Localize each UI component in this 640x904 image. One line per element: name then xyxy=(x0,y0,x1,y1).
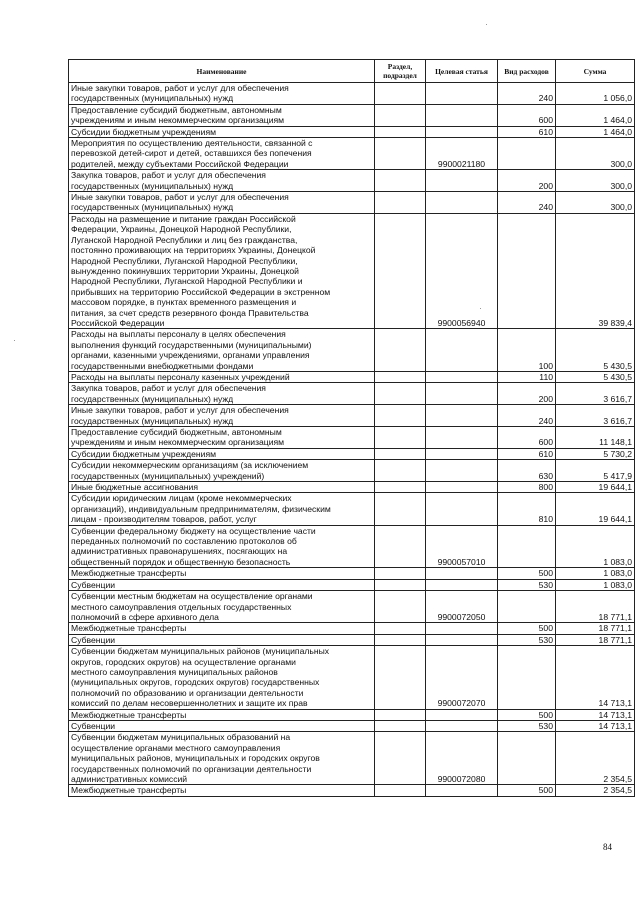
cell-type: 800 xyxy=(498,482,556,493)
cell-target xyxy=(426,579,498,590)
cell-section xyxy=(375,460,426,482)
cell-target xyxy=(426,126,498,137)
cell-target: 9900072050 xyxy=(426,591,498,623)
table-row xyxy=(69,329,635,372)
cell-section xyxy=(375,591,426,623)
cell-section xyxy=(375,126,426,137)
cell-section xyxy=(375,192,426,214)
table-row xyxy=(69,525,635,568)
cell-sum: 300,0 xyxy=(556,138,635,170)
cell-sum: 1 464,0 xyxy=(556,126,635,137)
table-row xyxy=(69,732,635,785)
table-row xyxy=(69,591,635,623)
cell-sum: 1 083,0 xyxy=(556,579,635,590)
cell-section xyxy=(375,83,426,105)
scan-speck xyxy=(480,308,481,309)
cell-sum: 5 430,5 xyxy=(556,329,635,372)
cell-section xyxy=(375,405,426,427)
cell-type: 530 xyxy=(498,634,556,645)
cell-sum: 1 056,0 xyxy=(556,83,635,105)
header-target: Целевая статья xyxy=(426,60,498,83)
cell-type: 240 xyxy=(498,192,556,214)
cell-section xyxy=(375,138,426,170)
table-header-row xyxy=(69,60,635,83)
cell-name: Иные закупки товаров, работ и услуг для обеспечения государственных (муниципальных) нужд xyxy=(69,192,375,214)
scan-speck xyxy=(486,24,487,25)
table-row xyxy=(69,460,635,482)
table-body xyxy=(69,83,635,797)
table-row xyxy=(69,383,635,405)
cell-target xyxy=(426,329,498,372)
cell-name: Субсидии бюджетным учреждениям xyxy=(69,126,375,137)
cell-target xyxy=(426,460,498,482)
cell-type: 610 xyxy=(498,126,556,137)
cell-type xyxy=(498,525,556,568)
cell-target xyxy=(426,482,498,493)
cell-target xyxy=(426,104,498,126)
table-row xyxy=(69,192,635,214)
cell-name: Расходы на выплаты персоналу в целях обеспечения выполнения функций государственными (муниципальными) органами, казенными учреждениями, органами управления государственными внебюджетными фондами xyxy=(69,329,375,372)
cell-sum: 1 083,0 xyxy=(556,525,635,568)
cell-name: Межбюджетные трансферты xyxy=(69,623,375,634)
cell-name: Иные закупки товаров, работ и услуг для обеспечения государственных (муниципальных) нужд xyxy=(69,83,375,105)
cell-type: 100 xyxy=(498,329,556,372)
cell-name: Мероприятия по осуществлению деятельности, связанной с перевозкой детей-сирот и детей, оставшихся без попечения родителей, между субъектами Российской Федерации xyxy=(69,138,375,170)
cell-type: 610 xyxy=(498,448,556,459)
cell-sum: 14 713,1 xyxy=(556,720,635,731)
cell-sum: 19 644,1 xyxy=(556,482,635,493)
cell-target xyxy=(426,170,498,192)
cell-target xyxy=(426,623,498,634)
cell-sum: 14 713,1 xyxy=(556,646,635,709)
cell-sum: 18 771,1 xyxy=(556,634,635,645)
cell-name: Расходы на выплаты персоналу казенных учреждений xyxy=(69,371,375,382)
cell-section xyxy=(375,482,426,493)
cell-type: 240 xyxy=(498,83,556,105)
cell-name: Субвенции федеральному бюджету на осуществление части переданных полномочий по составлению протоколов об административных правонарушениях, посягающих на общественный порядок и общественную безопасность xyxy=(69,525,375,568)
table-row xyxy=(69,634,635,645)
cell-name: Закупка товаров, работ и услуг для обеспечения государственных (муниципальных) нужд xyxy=(69,170,375,192)
table-row xyxy=(69,170,635,192)
header-name: Наименование xyxy=(69,60,375,83)
cell-target xyxy=(426,448,498,459)
cell-sum: 3 616,7 xyxy=(556,405,635,427)
cell-target xyxy=(426,192,498,214)
table-row xyxy=(69,371,635,382)
cell-sum: 11 148,1 xyxy=(556,427,635,449)
cell-type xyxy=(498,732,556,785)
cell-sum: 1 464,0 xyxy=(556,104,635,126)
cell-section xyxy=(375,720,426,731)
cell-type: 500 xyxy=(498,623,556,634)
cell-section xyxy=(375,383,426,405)
cell-name: Межбюджетные трансферты xyxy=(69,568,375,579)
cell-section xyxy=(375,104,426,126)
cell-name: Предоставление субсидий бюджетным, автономным учреждениям и иным некоммерческим организациям xyxy=(69,427,375,449)
cell-sum: 5 730,2 xyxy=(556,448,635,459)
cell-section xyxy=(375,525,426,568)
cell-type: 240 xyxy=(498,405,556,427)
cell-section xyxy=(375,329,426,372)
cell-target xyxy=(426,785,498,796)
cell-target: 9900057010 xyxy=(426,525,498,568)
cell-sum: 5 417,9 xyxy=(556,460,635,482)
table-row xyxy=(69,482,635,493)
cell-sum: 300,0 xyxy=(556,170,635,192)
page-number: 84 xyxy=(603,842,612,852)
cell-section xyxy=(375,623,426,634)
cell-target: 9900056940 xyxy=(426,213,498,328)
cell-target xyxy=(426,709,498,720)
table-row xyxy=(69,623,635,634)
table-row xyxy=(69,579,635,590)
table-row xyxy=(69,568,635,579)
table-row xyxy=(69,646,635,709)
cell-target xyxy=(426,720,498,731)
cell-name: Предоставление субсидий бюджетным, автономным учреждениям и иным некоммерческим организациям xyxy=(69,104,375,126)
cell-type: 600 xyxy=(498,427,556,449)
cell-target: 9900021180 xyxy=(426,138,498,170)
cell-sum: 5 430,5 xyxy=(556,371,635,382)
cell-target xyxy=(426,427,498,449)
cell-sum: 19 644,1 xyxy=(556,493,635,525)
table-row xyxy=(69,785,635,796)
cell-name: Закупка товаров, работ и услуг для обеспечения государственных (муниципальных) нужд xyxy=(69,383,375,405)
cell-sum: 39 839,4 xyxy=(556,213,635,328)
cell-type: 530 xyxy=(498,579,556,590)
cell-name: Межбюджетные трансферты xyxy=(69,709,375,720)
cell-target xyxy=(426,83,498,105)
cell-target: 9900072080 xyxy=(426,732,498,785)
cell-sum: 300,0 xyxy=(556,192,635,214)
cell-type xyxy=(498,213,556,328)
table-row xyxy=(69,213,635,328)
cell-sum: 1 083,0 xyxy=(556,568,635,579)
cell-name: Субсидии бюджетным учреждениям xyxy=(69,448,375,459)
cell-section xyxy=(375,448,426,459)
cell-type: 630 xyxy=(498,460,556,482)
header-sum: Сумма xyxy=(556,60,635,83)
cell-name: Субсидии некоммерческим организациям (за исключением государственных (муниципальных) учреждений) xyxy=(69,460,375,482)
cell-target xyxy=(426,371,498,382)
budget-table xyxy=(68,59,635,797)
table-row xyxy=(69,493,635,525)
table-row xyxy=(69,138,635,170)
cell-section xyxy=(375,634,426,645)
table-row xyxy=(69,709,635,720)
cell-name: Субвенции бюджетам муниципальных образований на осуществление органами местного самоуправления муниципальных районов, муниципальных и городских округов государственных полномочий по организации деятельности административных комиссий xyxy=(69,732,375,785)
cell-type: 500 xyxy=(498,785,556,796)
cell-sum: 14 713,1 xyxy=(556,709,635,720)
table-row xyxy=(69,448,635,459)
cell-section xyxy=(375,170,426,192)
header-section: Раздел, подраздел xyxy=(375,60,426,83)
cell-sum: 3 616,7 xyxy=(556,383,635,405)
table-row xyxy=(69,83,635,105)
table-row xyxy=(69,405,635,427)
table-row xyxy=(69,126,635,137)
cell-section xyxy=(375,646,426,709)
cell-sum: 18 771,1 xyxy=(556,623,635,634)
table-row xyxy=(69,720,635,731)
cell-section xyxy=(375,785,426,796)
cell-type: 500 xyxy=(498,568,556,579)
cell-name: Иные бюджетные ассигнования xyxy=(69,482,375,493)
cell-section xyxy=(375,213,426,328)
cell-section xyxy=(375,709,426,720)
cell-name: Субвенции xyxy=(69,720,375,731)
cell-target xyxy=(426,568,498,579)
cell-target xyxy=(426,493,498,525)
cell-type: 110 xyxy=(498,371,556,382)
cell-type xyxy=(498,646,556,709)
cell-name: Субвенции xyxy=(69,579,375,590)
cell-type: 200 xyxy=(498,383,556,405)
header-type: Вид расходов xyxy=(498,60,556,83)
table-row xyxy=(69,427,635,449)
cell-type xyxy=(498,591,556,623)
table-row xyxy=(69,104,635,126)
cell-name: Субвенции xyxy=(69,634,375,645)
cell-sum: 18 771,1 xyxy=(556,591,635,623)
cell-section xyxy=(375,568,426,579)
cell-type: 500 xyxy=(498,709,556,720)
cell-name: Межбюджетные трансферты xyxy=(69,785,375,796)
cell-target: 9900072070 xyxy=(426,646,498,709)
cell-type xyxy=(498,138,556,170)
cell-section xyxy=(375,579,426,590)
cell-section xyxy=(375,371,426,382)
cell-section xyxy=(375,493,426,525)
scan-speck xyxy=(14,340,15,341)
cell-name: Расходы на размещение и питание граждан Российской Федерации, Украины, Донецкой Народной Республики, Луганской Народной Республики и лиц без гражданства, постоянно проживающих на территориях Украины, Донецкой Народной Республики, Луганской Народной Республики, вынужденно покинувших территории Украины, Донецкой Народной Республики, Луганской Народной Республики и прибывших на территорию Российской Федерации в экстренном массовом порядке, в пунктах временного размещения и питания, за счет средств резервного фонда Правительства Российской Федерации xyxy=(69,213,375,328)
cell-section xyxy=(375,427,426,449)
cell-type: 600 xyxy=(498,104,556,126)
cell-name: Субвенции местным бюджетам на осуществление органами местного самоуправления отдельных государственных полномочий в сфере архивного дела xyxy=(69,591,375,623)
cell-name: Субсидии юридическим лицам (кроме некоммерческих организаций), индивидуальным предпринимателям, физическим лицам - производителям товаров, работ, услуг xyxy=(69,493,375,525)
cell-target xyxy=(426,405,498,427)
cell-type: 530 xyxy=(498,720,556,731)
cell-sum: 2 354,5 xyxy=(556,785,635,796)
cell-type: 810 xyxy=(498,493,556,525)
cell-name: Иные закупки товаров, работ и услуг для обеспечения государственных (муниципальных) нужд xyxy=(69,405,375,427)
cell-type: 200 xyxy=(498,170,556,192)
cell-section xyxy=(375,732,426,785)
cell-sum: 2 354,5 xyxy=(556,732,635,785)
cell-name: Субвенции бюджетам муниципальных районов (муниципальных округов, городских округов) на осуществление органами местного самоуправления муниципальных районов (муниципальных округов, городских округов) государственных полномочий по образованию и организации деятельности комиссий по делам несовершеннолетних и защите их прав xyxy=(69,646,375,709)
cell-target xyxy=(426,634,498,645)
cell-target xyxy=(426,383,498,405)
